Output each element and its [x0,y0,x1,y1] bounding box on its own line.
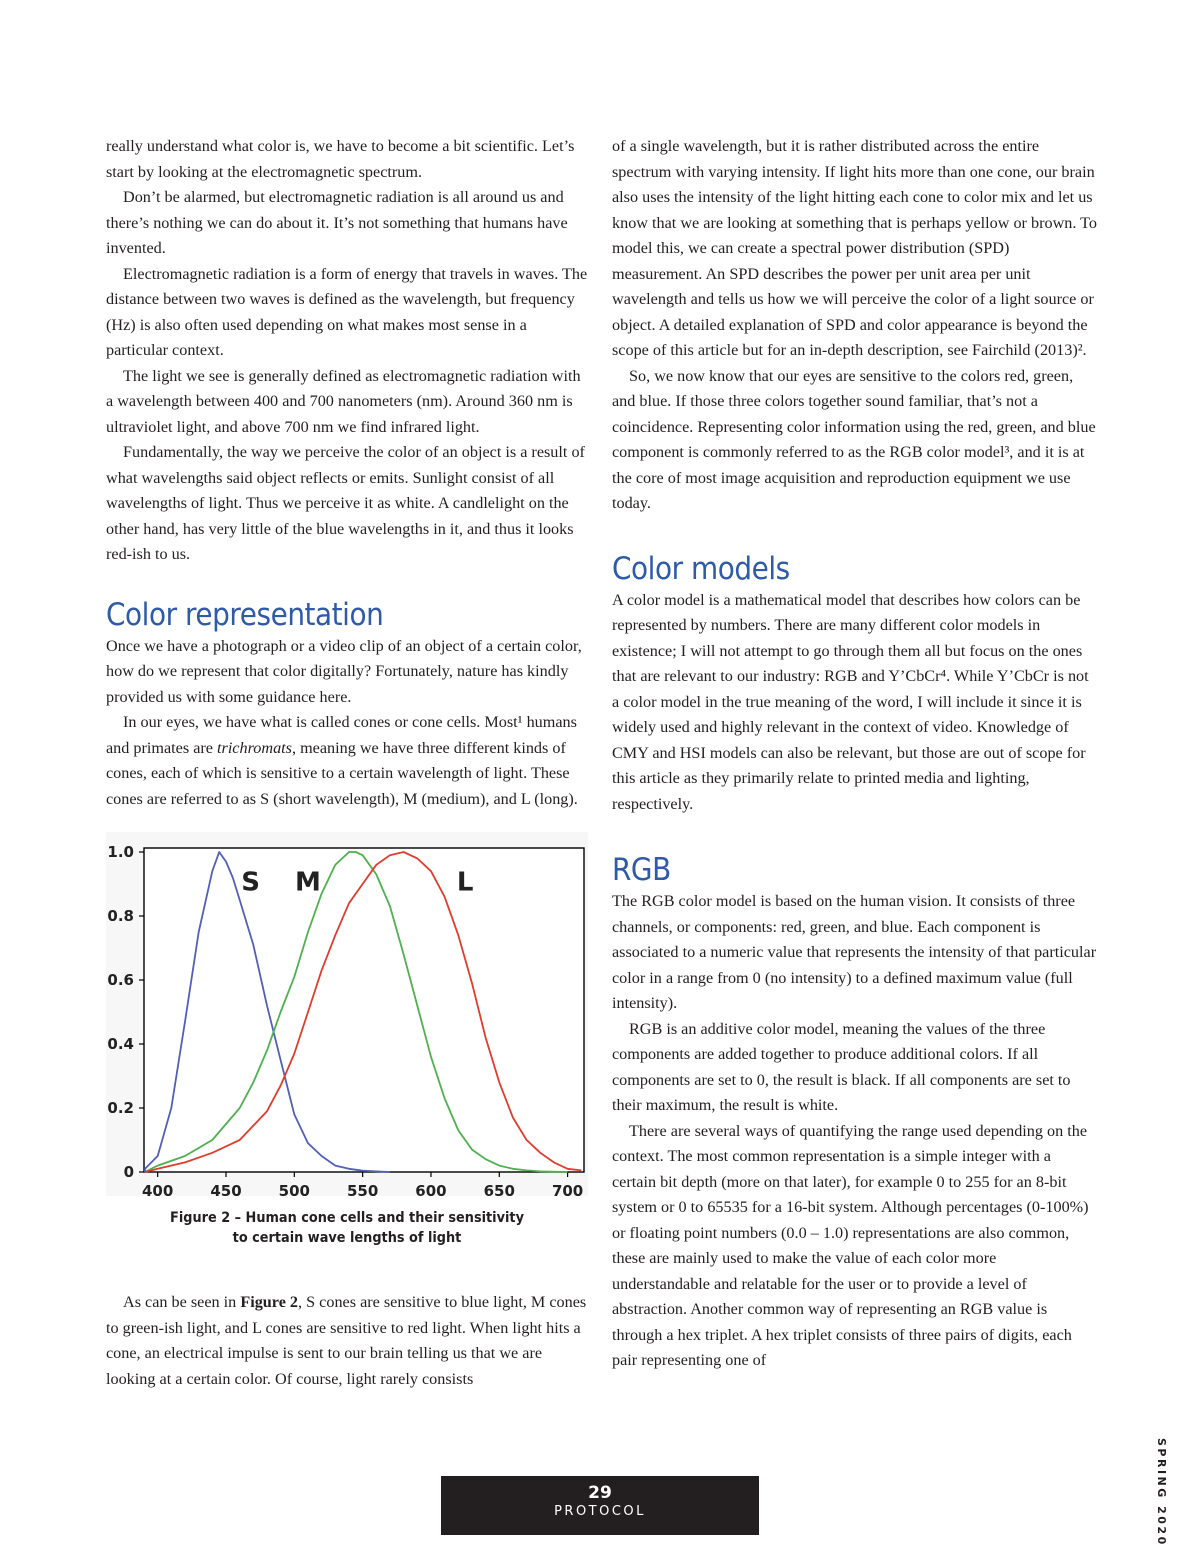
left-paragraph-5: Fundamentally, the way we perceive the color of an object is a result of what wavelengths said object reflects or emits. Sunlight consist of all wavelengths of light. Thus we perceive it as white. A candlelight on the other hand, has very little of the blue wavelengths in it, and thus it looks red-ish to us. [106,443,585,563]
y-tick-label: 0 [123,1163,134,1181]
plot-frame [144,848,584,1172]
x-tick-label: 700 [551,1182,584,1200]
figure-caption-line-2: to certain wave lengths of light [232,1230,462,1246]
left-paragraph-1: really understand what color is, we have to become a bit scientific. Let’s start by looking at the electromagnetic spectrum. [106,137,575,181]
y-tick-label: 0.4 [107,1035,134,1053]
x-tick-label: 650 [483,1182,515,1200]
heading-color-models: Color models [612,550,790,587]
cone-sensitivity-chart [106,832,588,1206]
x-tick-label: 550 [346,1182,379,1200]
right-paragraph-3: A color model is a mathematical model that describes how colors can be represented by numbers. There are many different color models in existence; I will not attempt to go through them all but focus on the ones that are relevant to our industry: RGB and Y’CbCr⁴. While Y’CbCr is not a color model in the true meaning of the word, I will include it since it is widely used and highly relevant in the context of video. Knowledge of CMY and HSI models can also be relevant, but those are out of scope for this article as they primarily relate to printed media and lighting, respectively. [612,590,1089,813]
series-label-s: S [241,867,260,898]
text-run: , S cones are sensitive to blue light, M cones to green-ish light, and L cones are sensitive to red light. When light hits a cone, an electrical impulse is sent to our brain telling us that we are looking at a certain color. Of course, light rarely consists [106,1293,587,1388]
y-tick-label: 1.0 [107,843,134,861]
left-paragraph-6: Once we have a photograph or a video clip of an object of a certain color, how do we represent that color digitally? Fortunately, nature has kindly provided us with some guidance here. [106,636,582,706]
y-tick-label: 0.6 [107,971,134,989]
left-paragraph-4: The light we see is generally defined as electromagnetic radiation with a wavelength between 400 and 700 nanometers (nm). Around 360 nm is ultraviolet light, and above 700 nm we find infrared light. [106,366,581,436]
series-label-l: L [456,867,474,898]
edition-label: SPRING 2020 [1155,1438,1168,1547]
right-paragraph-6: There are several ways of quantifying the range used depending on the context. The most common representation is a simple integer with a certain bit depth (more on that later), for example 0 to 255 for an 8-bit system or 0 to 65535 for a 16-bit system. Although percentages (0-100%) or floating point numbers (0.0 – 1.0) representations are also common, these are mainly used to make the value of each color more understandable and relatable for the user or to provide a level of abstraction. Another common way of representing an RGB value is through a hex triplet. A hex triplet consists of three pairs of digits, each pair representing one of [612,1121,1089,1369]
left-column [106,134,588,1392]
page-footer [441,1476,759,1535]
series-label-m: M [295,867,321,898]
right-paragraph-5: RGB is an additive color model, meaning the values of the three components are added together to produce additional colors. If all components are set to 0, the result is black. If all components are set to their maximum, the result is white. [612,1019,1071,1114]
magazine-name: PROTOCOL [554,1504,646,1519]
text-run: As can be seen in [123,1293,241,1311]
heading-color-representation: Color representation [106,596,384,633]
right-paragraph-2: So, we now know that our eyes are sensitive to the colors red, green, and blue. If those three colors together sound familiar, that’s not a coincidence. Representing color information using the red, green, and blue component is commonly referred to as the RGB color model³, and it is at the core of most image acquisition and reproduction equipment we use today. [612,366,1096,512]
x-tick-label: 400 [142,1182,174,1200]
emphasis-trichromats: trichromats [217,738,292,757]
left-paragraph-8 [106,1290,588,1392]
y-tick-label: 0.8 [107,907,134,925]
heading-rgb: RGB [612,852,671,888]
figure-caption [125,1208,568,1248]
figure-cone-sensitivity [106,832,588,1248]
text-run: , meaning we have three different kinds of cones, each of which is sensitive to a certain wavelength of light. These cones are referred to as S (short wavelength), M (medium), and L (long). [106,738,578,808]
left-paragraph-7 [106,710,588,812]
right-column [612,134,1098,1374]
right-paragraph-1: of a single wavelength, but it is rather distributed across the entire spectrum with varying intensity. If light hits more than one cone, our brain also uses the intensity of the light hitting each cone to color mix and let us know that we are looking at something that is perhaps yellow or brown. To model this, we can create a spectral power distribution (SPD) measurement. An SPD describes the power per unit area per unit wavelength and tells us how we will perceive the color of a light source or object. A detailed explanation of SPD and color appearance is beyond the scope of this article but for an in-depth description, see Fairchild (2013)². [612,137,1097,359]
figure-caption-line-1: Figure 2 – Human cone cells and their sensitivity [170,1210,524,1226]
right-paragraph-4: The RGB color model is based on the human vision. It consists of three channels, or components: red, green, and blue. Each component is associated to a numeric value that represents the intensity of that particular color in a range from 0 (no intensity) to a defined maximum value (full intensity). [612,892,1097,1012]
left-paragraph-2: Don’t be alarmed, but electromagnetic radiation is all around us and there’s nothing we can do about it. It’s not something that humans have invented. [106,188,568,257]
y-tick-label: 0.2 [107,1099,134,1117]
x-tick-label: 450 [210,1182,242,1200]
page-number: 29 [588,1483,612,1503]
text-run: In our eyes, we have what is called cones or cone cells. Most¹ humans and primates are [106,713,577,757]
x-tick-label: 600 [415,1182,447,1200]
figure-reference: Figure 2 [240,1293,299,1311]
x-tick-label: 500 [278,1182,310,1200]
left-paragraph-3: Electromagnetic radiation is a form of energy that travels in waves. The distance between two waves is defined as the wavelength, but frequency (Hz) is also often used depending on what makes most sense in a particular context. [106,264,588,359]
